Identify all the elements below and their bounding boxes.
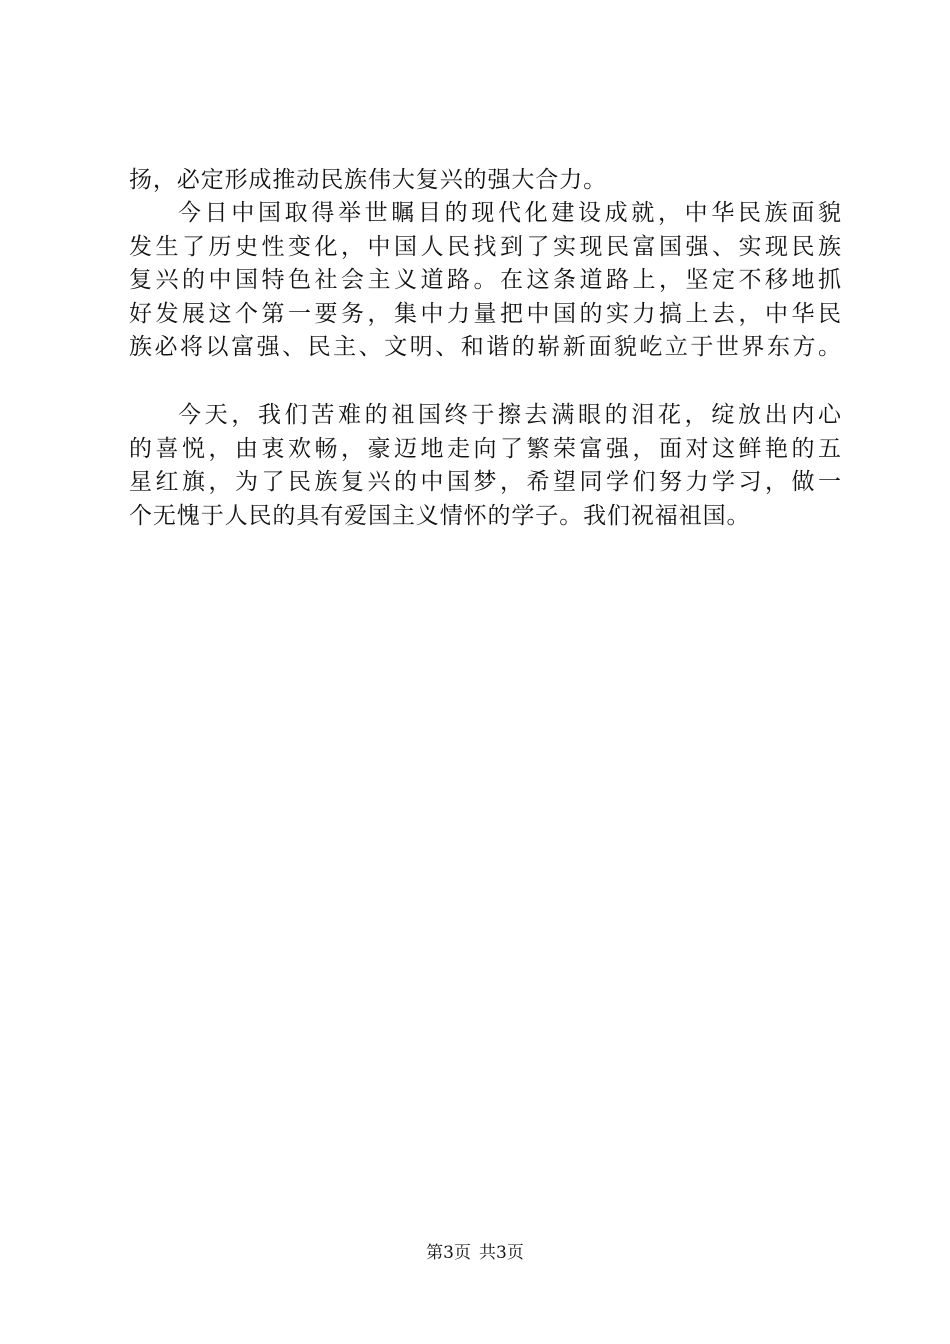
text-line: 发生了历史性变化，中国人民找到了实现民富国强、实现民族 (129, 233, 841, 260)
text-line: 今天，我们苦难的祖国终于擦去满眼的泪花，绽放出内心 (178, 402, 841, 429)
text-line: 个无愧于人民的具有爱国主义情怀的学子。我们祝福祖国。 (129, 502, 751, 529)
paragraph-continuation (129, 164, 841, 197)
page-footer (0, 1243, 950, 1263)
text-line: 族必将以富强、民主、文明、和谐的崭新面貌屹立于世界东方。 (129, 333, 841, 360)
paragraph-modernization (129, 197, 841, 364)
text-line: 好发展这个第一要务，集中力量把中国的实力搞上去，中华民 (129, 300, 841, 327)
page-number-current: 第3页 (426, 1243, 471, 1263)
paragraph-closing (129, 399, 841, 533)
document-body (129, 164, 841, 533)
text-line: 今日中国取得举世瞩目的现代化建设成就，中华民族面貌 (178, 200, 841, 227)
paragraph-spacer (129, 364, 841, 399)
page-number-total: 共3页 (479, 1243, 524, 1263)
text-line: 复兴的中国特色社会主义道路。在这条道路上，坚定不移地抓 (129, 267, 841, 294)
text-line: 扬，必定形成推动民族伟大复兴的强大合力。 (129, 167, 607, 193)
text-line: 的喜悦，由衷欢畅，豪迈地走向了繁荣富强，面对这鲜艳的五 (129, 435, 841, 462)
text-line: 星红旗，为了民族复兴的中国梦，希望同学们努力学习，做一 (129, 469, 841, 496)
